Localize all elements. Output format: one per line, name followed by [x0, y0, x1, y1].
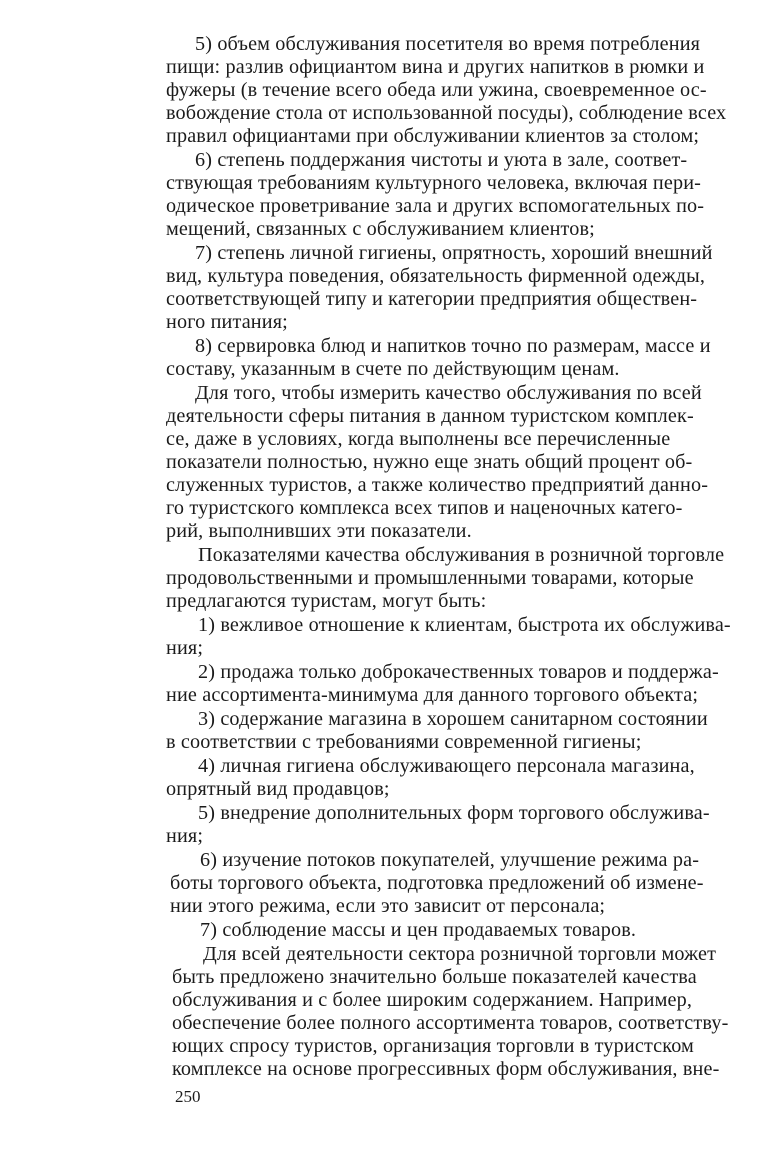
text-line: соответствующей типу и категории предприятия обществен- [166, 288, 698, 310]
text-line: одическое проветривание зала и других вспомогательных по- [166, 195, 705, 217]
text-line: 6) изучение потоков покупателей, улучшение режима ра- [200, 849, 700, 871]
text-line: служенных туристов, а также количество предприятий данно- [166, 474, 709, 496]
text-line: ния; [166, 825, 204, 847]
text-line: мещений, связанных с обслуживанием клиентов; [166, 218, 595, 240]
text-line: ние ассортимента-минимума для данного торгового объекта; [166, 684, 699, 706]
text-line: опрятный вид продавцов; [166, 778, 390, 800]
text-line: 5) внедрение дополнительных форм торгового обслужива- [198, 802, 710, 824]
text-line: в соответствии с требованиями современной гигиены; [166, 731, 642, 753]
text-line: го туристского комплекса всех типов и наценочных катего- [166, 497, 683, 519]
text-line: Для всей деятельности сектора розничной торговли может [203, 943, 717, 965]
text-line: фужеры (в течение всего обеда или ужина, своевременное ос- [166, 79, 707, 101]
text-line: 1) вежливое отношение к клиентам, быстрота их обслужива- [198, 614, 731, 636]
text-line: 4) личная гигиена обслуживающего персонала магазина, [198, 755, 695, 777]
page-number: 250 [175, 1087, 201, 1106]
text-line: вобождение стола от использованной посуды), соблюдение всех [166, 102, 727, 124]
text-line: ния; [166, 637, 204, 659]
text-line: пищи: разлив официантом вина и других напитков в рюмки и [166, 56, 705, 78]
text-line: вид, культура поведения, обязательность фирменной одежды, [166, 265, 706, 287]
text-line: 5) объем обслуживания посетителя во время потребления [195, 33, 701, 55]
text-line: правил официантами при обслуживании клиентов за столом; [166, 125, 700, 147]
text-line: рий, выполнивших эти показатели. [166, 520, 472, 542]
text-line: Показателями качества обслуживания в розничной торговле [198, 544, 725, 566]
text-line: нии этого режима, если это зависит от персонала; [170, 895, 606, 917]
text-line: продовольственными и промышленными товарами, которые [166, 567, 694, 589]
text-line: 7) соблюдение массы и цен продаваемых товаров. [200, 919, 637, 941]
text-line: предлагаются туристам, могут быть: [166, 590, 487, 612]
text-line: составу, указанным в счете по действующим ценам. [166, 358, 620, 380]
text-line: боты торгового объекта, подготовка предложений об измене- [170, 872, 704, 894]
text-line: 3) содержание магазина в хорошем санитарном состоянии [198, 708, 708, 730]
text-line: ного питания; [166, 311, 288, 333]
text-line: быть предложено значительно больше показателей качества [172, 966, 697, 988]
text-line: комплексе на основе прогрессивных форм обслуживания, вне- [172, 1058, 720, 1080]
text-line: обеспечение более полного ассортимента товаров, соответству- [172, 1012, 729, 1034]
text-line: Для того, чтобы измерить качество обслуживания по всей [195, 382, 702, 404]
text-line: показатели полностью, нужно еще знать общий процент об- [166, 451, 693, 473]
text-line: 7) степень личной гигиены, опрятность, хороший внешний [195, 242, 713, 264]
text-line: обслуживания и с более широким содержанием. Например, [172, 989, 693, 1011]
text-line: 6) степень поддержания чистоты и уюта в зале, соответ- [195, 149, 688, 171]
text-line: 8) сервировка блюд и напитков точно по размерам, массе и [195, 335, 711, 357]
text-line: ющих спросу туристов, организация торговли в туристском [172, 1035, 694, 1057]
text-line: 2) продажа только доброкачественных товаров и поддержа- [198, 661, 719, 683]
text-line: деятельности сферы питания в данном туристском комплек- [166, 405, 694, 427]
text-line: се, даже в условиях, когда выполнены все перечисленные [166, 428, 671, 450]
text-line: ствующая требованиям культурного человека, включая пери- [166, 172, 702, 194]
